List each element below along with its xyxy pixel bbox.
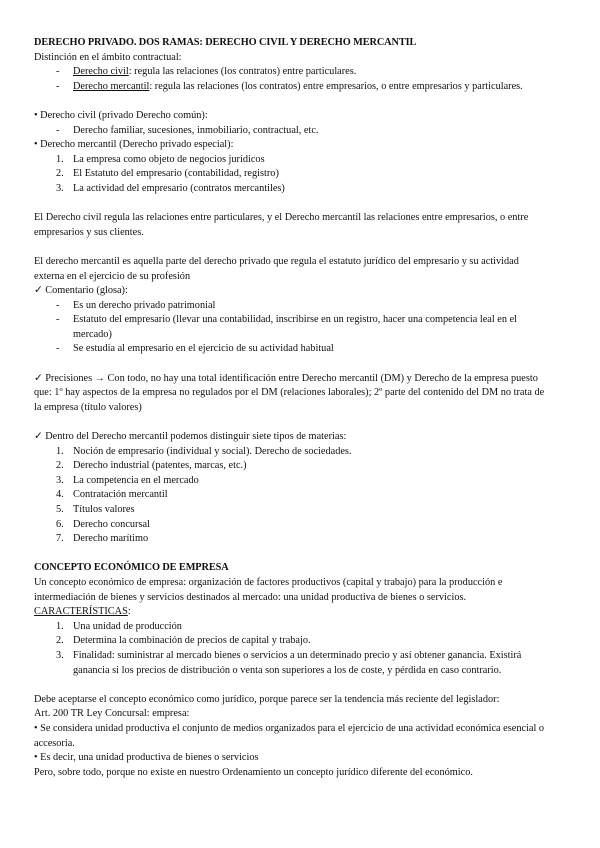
list-item: 1. La empresa como objeto de negocios jurídicos: [56, 153, 265, 165]
list-item: - Es un derecho privado patrimonial: [56, 299, 216, 311]
list-item: - Derecho mercantil: regula las relaciones (los contratos) entre empresarios, o entre empresarios y particulares.: [56, 80, 523, 92]
list-item: 4. Contratación mercantil: [56, 489, 168, 501]
section-title-derecho-privado: DERECHO PRIVADO. DOS RAMAS: DERECHO CIVIL Y DERECHO MERCANTIL: [34, 37, 417, 48]
list-item: 2. Determina la combinación de precios de capital y trabajo.: [56, 635, 311, 647]
term-derecho-mercantil: Derecho mercantil: [73, 80, 150, 92]
list-item: 3. La actividad del empresario (contratos mercantiles): [56, 182, 285, 194]
list-item: 7. Derecho marítimo: [56, 533, 149, 545]
closing-paragraph: Pero, sobre todo, porque no existe en nuestro Ordenamiento un concepto jurídico diferente del económico.: [34, 766, 473, 778]
paragraph: El Derecho civil regula las relaciones entre particulares, y el Derecho mercantil las relaciones entre empresarios, o entre empresarios y sus clientes.: [34, 212, 529, 238]
document-page: [34, 36, 548, 780]
list-item: - Se estudia al empresario en el ejercicio de su actividad habitual: [56, 343, 334, 355]
civil-heading: • Derecho civil (privado Derecho común):: [34, 109, 208, 121]
list-item: - Derecho familiar, sucesiones, inmobiliario, contractual, etc.: [56, 124, 319, 136]
list-item: 2. Derecho industrial (patentes, marcas, etc.): [56, 460, 247, 472]
paragraph: Un concepto económico de empresa: organización de factores productivos (capital y trabajo) para la producción e intermediación de bienes y servicios destinados al mercado: una unidad productiva de bienes o servicios.: [34, 576, 503, 603]
article-line: Art. 200 TR Ley Concursal: empresa:: [34, 708, 190, 720]
comentario-heading: ✓ Comentario (glosa):: [34, 285, 128, 297]
paragraph: El derecho mercantil es aquella parte del derecho privado que regula el estatuto jurídico del empresario y su actividad externa en el ejercicio de su profesión: [34, 255, 519, 282]
materias-heading: ✓ Dentro del Derecho mercantil podemos distinguir siete tipos de materias:: [34, 431, 347, 443]
list-item: 5. Títulos valores: [56, 504, 135, 515]
paragraph: Debe aceptarse el concepto económico como jurídico, porque parece ser la tendencia más reciente del legislador:: [34, 693, 500, 705]
section-title-concepto-economico: CONCEPTO ECONÓMICO DE EMPRESA: [34, 562, 229, 574]
bullet-line: • Se considera unidad productiva el conjunto de medios organizados para el ejercicio de una actividad económica esencial o accesoria.: [34, 722, 545, 749]
list-item: - Derecho civil: regula las relaciones (los contratos) entre particulares.: [56, 66, 357, 78]
list-item: - Estatuto del empresario (llevar una contabilidad, inscribirse en un registro, hacer una competencia leal en el mercado): [56, 314, 518, 340]
intro-line: Distinción en el ámbito contractual:: [34, 51, 182, 63]
bullet-line: • Es decir, una unidad productiva de bienes o servicios: [34, 752, 259, 764]
mercantil-heading: • Derecho mercantil (Derecho privado especial):: [34, 139, 234, 151]
term-derecho-civil: Derecho civil: [73, 66, 129, 78]
list-item: 3. Finalidad: suministrar al mercado bienes o servicios a un determinado precio y así obtener ganancia. Existirá ganancia si los precios de distribución o venta son superiores a los de coste, y pérdida en caso contrario.: [56, 649, 522, 676]
caracteristicas-heading: CARACTERÍSTICAS:: [34, 606, 131, 618]
list-item: 2. El Estatuto del empresario (contabilidad, registro): [56, 168, 279, 180]
list-item: 1. Noción de empresario (individual y social). Derecho de sociedades.: [56, 445, 352, 457]
list-item: 6. Derecho concursal: [56, 518, 150, 530]
list-item: 3. La competencia en el mercado: [56, 474, 199, 486]
list-item: 1. Una unidad de producción: [56, 620, 182, 632]
precisiones-paragraph: ✓ Precisiones → Con todo, no hay una total identificación entre Derecho mercantil (DM) y Derecho de la empresa puesto que: 1º hay aspectos de la empresa no regulados por el DM (relaciones laborales); 2º parte del contenido del DM no trata de la empresa (título valores): [34, 372, 545, 413]
